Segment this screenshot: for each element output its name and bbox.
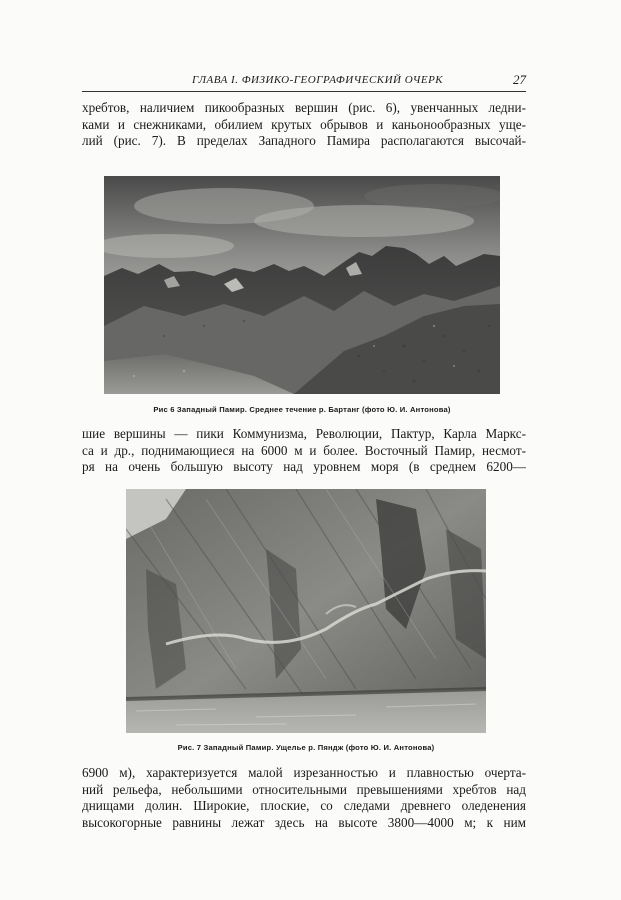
figure-7-photo (126, 489, 486, 733)
text-line: ками и снежниками, обилием крутых обрывов и каньонообразных уще- (82, 116, 526, 132)
running-header (82, 72, 526, 92)
page-number: 27 (513, 72, 526, 87)
figure-7-caption: Рис. 7 Западный Памир. Ущелье р. Пяндж (фото Ю. И. Антонова) (177, 743, 435, 752)
text-line: высокогорные равнины лежат здесь на высоте 3800—4000 м; к ним (82, 814, 526, 830)
figure-6-caption: Рис 6 Западный Памир. Среднее течение р. Бартанг (фото Ю. И. Антонова) (153, 405, 451, 414)
text-line: хребтов, наличием пикообразных вершин (рис. 6), увенчанных ледни- (82, 100, 526, 115)
paragraph-1 (82, 100, 526, 150)
gorge-photo (126, 489, 486, 733)
text-line: ря на очень большую высоту над уровнем моря (в среднем 6200— (82, 459, 526, 474)
paragraph-2 (82, 426, 526, 476)
text-line: шие вершины — пики Коммунизма, Революции, Пактур, Карла Маркс- (82, 426, 526, 441)
paragraph-3 (82, 765, 526, 831)
text-line: лий (рис. 7). В пределах Западного Памира располагаются высочай- (82, 133, 526, 148)
mountain-peaks-photo (104, 176, 500, 394)
text-line: ний рельефа, небольшими относительными превышениями хребтов над (82, 781, 526, 797)
text-line: днищами долин. Широкие, плоские, со следами древнего оледенения (82, 798, 526, 813)
header-rule (82, 91, 526, 92)
figure-6-photo (104, 176, 500, 394)
text-line: са и др., поднимающиеся на 6000 м и более. Восточный Памир, несмот- (82, 442, 526, 458)
text-line: 6900 м), характеризуется малой изрезанностью и плавностью очерта- (82, 765, 526, 780)
chapter-title: ГЛАВА I. ФИЗИКО-ГЕОГРАФИЧЕСКИЙ ОЧЕРК (192, 74, 444, 86)
